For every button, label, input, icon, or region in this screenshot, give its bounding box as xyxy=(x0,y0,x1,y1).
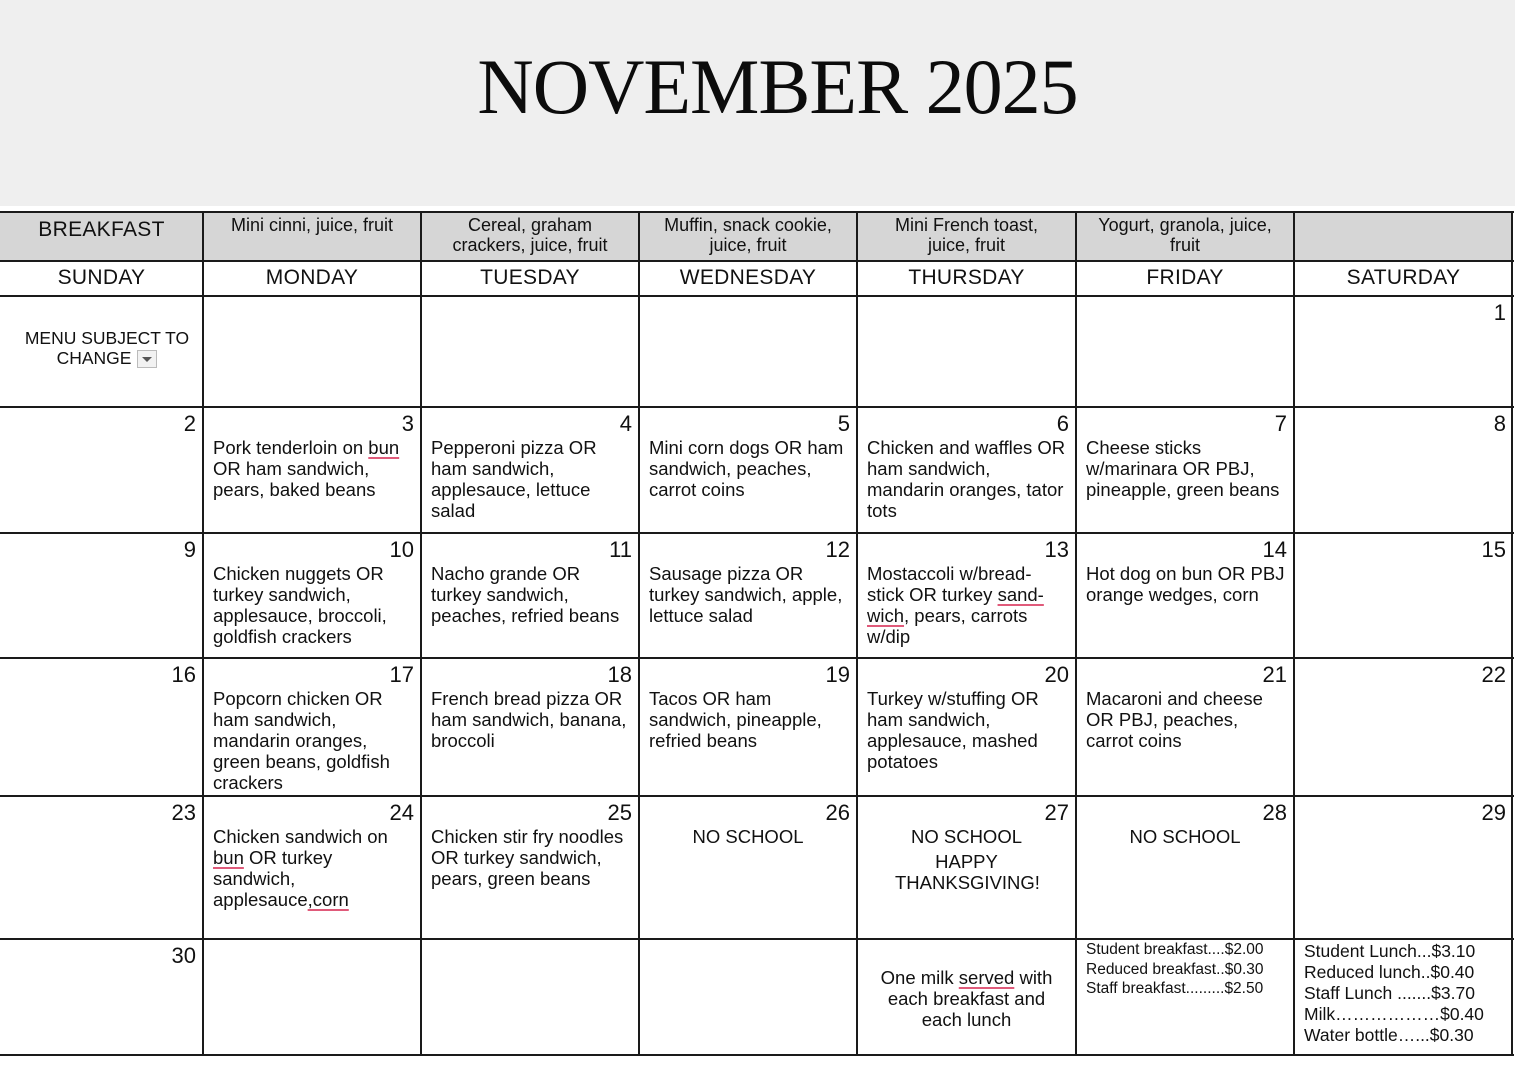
day-cell-27 xyxy=(857,796,1076,939)
lunch-menu: Turkey w/stuffing OR ham sandwich, applesauce, mashed potatoes xyxy=(867,688,1039,772)
lunch-menu xyxy=(867,563,1068,647)
breakfast-label: BREAKFAST xyxy=(38,218,165,241)
grid-line xyxy=(0,795,1514,797)
day-cell-19 xyxy=(639,658,857,796)
day-number: 11 xyxy=(609,537,632,562)
day-number: 30 xyxy=(171,943,196,968)
day-number: 4 xyxy=(619,411,632,436)
day-number: 24 xyxy=(389,800,414,825)
day-number: 18 xyxy=(607,662,632,687)
day-cell-21 xyxy=(1076,658,1294,796)
no-school-label: NO SCHOOL xyxy=(910,826,1023,847)
price-row xyxy=(1304,1025,1505,1046)
grid-line xyxy=(638,211,640,1056)
price-value: $3.10 xyxy=(1431,941,1476,961)
grid-line xyxy=(420,211,422,1056)
day-cell-20 xyxy=(857,658,1076,796)
day-cell-18 xyxy=(421,658,639,796)
breakfast-monday: Mini cinni, juice, fruit xyxy=(230,215,394,235)
breakfast-tuesday: Cereal, graham crackers, juice, fruit xyxy=(452,215,608,255)
grid-line xyxy=(0,657,1514,659)
price-label: Staff Lunch xyxy=(1304,983,1398,1003)
day-cell-29 xyxy=(1294,796,1513,939)
day-friday: FRIDAY xyxy=(1146,266,1224,289)
menu-text: OR ham sandwich, pears, baked beans xyxy=(213,458,376,500)
lunch-menu: Tacos OR ham sandwich, pineapple, refried beans xyxy=(649,688,822,751)
breakfast-prices xyxy=(1086,940,1284,999)
lunch-menu: Chicken nuggets OR turkey sandwich, applesauce, broccoli, goldfish crackers xyxy=(213,563,387,647)
lunch-menu: Mini corn dogs OR ham sandwich, peaches, carrot coins xyxy=(649,437,844,500)
price-row xyxy=(1304,941,1505,962)
price-label: Student breakfast xyxy=(1086,941,1208,958)
grid-line xyxy=(0,1054,1514,1056)
price-value: $0.40 xyxy=(1430,962,1475,982)
menu-note-text: MENU SUBJECT TO CHANGE xyxy=(24,328,190,368)
price-label: Reduced breakfast xyxy=(1086,960,1217,978)
day-number: 2 xyxy=(183,411,196,436)
price-dots: ... xyxy=(1416,941,1432,961)
lunch-menu: Pepperoni pizza OR ham sandwich, applesauce, lettuce salad xyxy=(431,437,597,521)
day-tuesday: TUESDAY xyxy=(480,266,580,289)
breakfast-thursday: Mini French toast, juice, fruit xyxy=(894,215,1039,255)
grid-line xyxy=(1075,211,1077,1056)
day-cell-10 xyxy=(203,533,421,658)
breakfast-wednesday: Muffin, snack cookie, juice, fruit xyxy=(664,215,832,255)
price-dots: ......... xyxy=(1185,980,1225,997)
grid-line xyxy=(202,211,204,1056)
day-cell-9 xyxy=(0,533,203,658)
price-dots: .... xyxy=(1207,941,1225,958)
grid-line xyxy=(0,938,1514,940)
price-dots: …... xyxy=(1397,1025,1430,1045)
grid-line xyxy=(0,260,1514,262)
grid-line xyxy=(0,406,1514,408)
lunch-menu: Hot dog on bun OR PBJ orange wedges, corn xyxy=(1086,563,1285,605)
day-cell-5 xyxy=(639,407,857,533)
day-wednesday: WEDNESDAY xyxy=(679,266,817,289)
lunch-menu: French bread pizza OR ham sandwich, banana, broccoli xyxy=(431,688,627,751)
menu-text: Mostaccoli w/bread-stick OR turkey xyxy=(867,563,1032,605)
milk-note-text: One milk xyxy=(880,967,959,988)
day-number: 3 xyxy=(401,411,414,436)
menu-text: Chicken sandwich on xyxy=(213,826,388,847)
day-cell-28 xyxy=(1076,796,1294,939)
day-cell-1 xyxy=(1294,296,1513,407)
menu-text-flagged: bun xyxy=(213,847,244,868)
day-number: 17 xyxy=(389,662,414,687)
day-cell-24 xyxy=(203,796,421,939)
day-cell-12 xyxy=(639,533,857,658)
day-cell-11 xyxy=(421,533,639,658)
day-number: 22 xyxy=(1481,662,1506,687)
day-number: 12 xyxy=(825,537,850,562)
day-cell-30 xyxy=(0,939,203,1055)
price-label: Water bottle xyxy=(1304,1025,1398,1045)
day-number: 26 xyxy=(825,800,850,825)
price-row xyxy=(1086,979,1284,999)
day-cell-22 xyxy=(1294,658,1513,796)
day-number: 1 xyxy=(1493,300,1506,325)
day-saturday: SATURDAY xyxy=(1346,266,1461,289)
thanksgiving-label: HAPPY THANKSGIVING! xyxy=(895,851,1040,893)
milk-note xyxy=(871,967,1062,1030)
day-number: 15 xyxy=(1481,537,1506,562)
grid-line xyxy=(0,295,1514,297)
day-number: 10 xyxy=(389,537,414,562)
day-number: 20 xyxy=(1044,662,1069,687)
day-cell-26 xyxy=(639,796,857,939)
day-number: 23 xyxy=(171,800,196,825)
day-number: 8 xyxy=(1493,411,1506,436)
note-cell xyxy=(0,296,203,407)
breakfast-prices-cell xyxy=(1076,939,1294,1055)
day-thursday: THURSDAY xyxy=(908,266,1025,289)
no-school-label: NO SCHOOL xyxy=(1129,826,1241,847)
day-cell-6 xyxy=(857,407,1076,533)
day-cell-15 xyxy=(1294,533,1513,658)
page-title: NOVEMBER 2025 xyxy=(477,43,1078,130)
lunch-menu: Cheese sticks w/marinara OR PBJ, pineapple, green beans xyxy=(1086,437,1280,500)
price-value: $0.30 xyxy=(1224,960,1264,978)
day-sunday: SUNDAY xyxy=(57,266,146,289)
day-number: 19 xyxy=(825,662,850,687)
menu-text: Pork tenderloin on xyxy=(213,437,369,458)
header-band xyxy=(0,0,1515,206)
price-value: $0.40 xyxy=(1440,1004,1484,1024)
price-row xyxy=(1304,962,1505,983)
price-value: $2.50 xyxy=(1224,980,1264,997)
day-cell-13 xyxy=(857,533,1076,658)
lunch-menu: Chicken stir fry noodles OR turkey sandwich, pears, green beans xyxy=(431,826,624,889)
day-number: 7 xyxy=(1274,411,1287,436)
day-number: 16 xyxy=(171,662,196,687)
day-cell-7 xyxy=(1076,407,1294,533)
price-value: $0.30 xyxy=(1429,1025,1474,1045)
day-number: 5 xyxy=(837,411,850,436)
lunch-menu xyxy=(213,437,413,500)
milk-note-cell xyxy=(857,939,1076,1055)
day-cell-8 xyxy=(1294,407,1513,533)
price-dots: .. xyxy=(1420,962,1431,982)
menu-text-flagged: ,corn xyxy=(307,889,349,910)
price-label: Milk xyxy=(1304,1004,1336,1024)
price-label: Staff breakfast xyxy=(1086,980,1186,997)
price-dots: ……………… xyxy=(1335,1004,1441,1024)
menu-text: , pears, carrots w/dip xyxy=(867,605,1028,647)
day-cell-14 xyxy=(1076,533,1294,658)
price-row xyxy=(1304,983,1505,1004)
menu-note[interactable] xyxy=(12,328,202,368)
lunch-menu: Chicken and waffles OR ham sandwich, mandarin oranges, tator tots xyxy=(867,437,1066,521)
milk-note-text: with each breakfast and each lunch xyxy=(887,967,1053,1030)
day-cell-25 xyxy=(421,796,639,939)
dropdown-arrow-icon[interactable] xyxy=(137,350,157,368)
lunch-prices xyxy=(1304,941,1505,1046)
day-number: 9 xyxy=(183,537,196,562)
day-monday: MONDAY xyxy=(265,266,359,289)
lunch-menu xyxy=(213,826,413,910)
grid-line xyxy=(1293,211,1295,1056)
day-number: 13 xyxy=(1044,537,1069,562)
price-dots: .. xyxy=(1216,960,1225,978)
grid-line xyxy=(856,211,858,1056)
day-number: 25 xyxy=(607,800,632,825)
grid-line xyxy=(0,532,1514,534)
day-cell-3 xyxy=(203,407,421,533)
lunch-menu: Macaroni and cheese OR PBJ, peaches, carrot coins xyxy=(1086,688,1263,751)
lunch-prices-cell xyxy=(1294,939,1513,1055)
price-value: $3.70 xyxy=(1431,983,1475,1003)
day-number: 21 xyxy=(1262,662,1287,687)
day-number: 6 xyxy=(1056,411,1069,436)
price-label: Reduced lunch xyxy=(1304,962,1421,982)
lunch-menu: Sausage pizza OR turkey sandwich, apple, lettuce salad xyxy=(649,563,843,626)
price-dots: ....... xyxy=(1397,983,1432,1003)
day-number: 27 xyxy=(1044,800,1069,825)
day-cell-23 xyxy=(0,796,203,939)
price-row xyxy=(1086,960,1284,980)
day-cell-16 xyxy=(0,658,203,796)
lunch-menu: Popcorn chicken OR ham sandwich, mandarin oranges, green beans, goldfish crackers xyxy=(213,688,390,793)
no-school-label: NO SCHOOL xyxy=(692,826,804,847)
price-label: Student Lunch xyxy=(1304,941,1417,961)
breakfast-friday: Yogurt, granola, juice, fruit xyxy=(1098,215,1272,255)
day-cell-17 xyxy=(203,658,421,796)
day-number: 29 xyxy=(1481,800,1506,825)
grid-line xyxy=(0,211,1514,213)
menu-text-flagged: sand-wich xyxy=(867,584,1044,626)
menu-text: OR turkey sandwich, applesauce xyxy=(213,847,333,910)
day-cell-2 xyxy=(0,407,203,533)
grid-line xyxy=(1511,211,1513,1056)
milk-note-flagged: served xyxy=(958,967,1015,988)
day-number: 14 xyxy=(1262,537,1287,562)
price-value: $2.00 xyxy=(1224,941,1264,958)
day-cell-4 xyxy=(421,407,639,533)
day-number: 28 xyxy=(1262,800,1287,825)
menu-text-flagged: bun xyxy=(368,437,400,458)
price-row xyxy=(1304,1004,1505,1025)
lunch-menu: Nacho grande OR turkey sandwich, peaches, refried beans xyxy=(431,563,620,626)
price-row xyxy=(1086,940,1284,960)
